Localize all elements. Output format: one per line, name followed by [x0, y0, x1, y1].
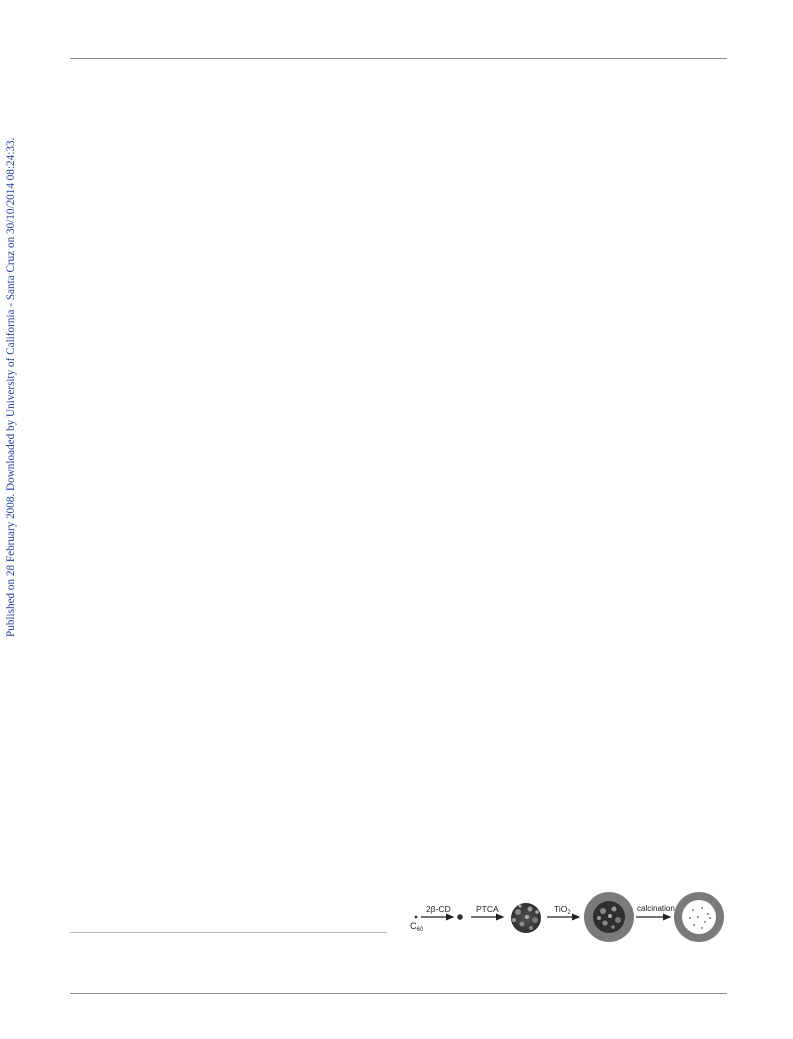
header-rule: [70, 58, 727, 59]
synthesis-scheme: [404, 884, 734, 950]
tio2-coated-particle: [584, 892, 634, 942]
footer-rule: [70, 993, 727, 994]
hollow-sphere: [674, 892, 724, 942]
cd-complex: [457, 914, 463, 920]
step3-label: TiO$_2$: [554, 904, 571, 916]
publication-notice: Published on 28 February 2008. Downloaded by University of California - Santa Cruz on 30/10/2014 08:24:33.: [5, 137, 17, 637]
step4-label: calcination: [637, 904, 675, 913]
step2-label: PTCA: [476, 904, 499, 914]
footnote-rule: [70, 932, 387, 933]
ptca-cluster: [511, 903, 541, 933]
c60-label: $C_{60}$: [410, 921, 424, 933]
step1-label: 2β-CD: [426, 904, 451, 914]
c60-molecule: [415, 916, 418, 919]
